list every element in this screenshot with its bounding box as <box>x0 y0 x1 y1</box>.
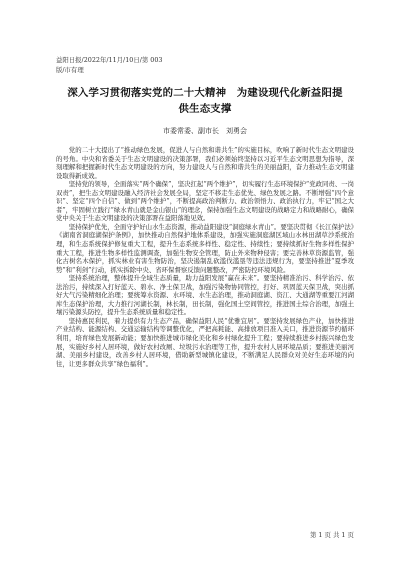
page-number: 第 1 页 共 1 页 <box>310 531 354 539</box>
article-title-line-1: 深入学习贯彻落实党的二十大精神 为建设现代化新益阳提 <box>67 87 343 99</box>
paragraph: 坚持党的领导，全面落实“两个确保”，坚决扛起“两个维护”，切实履行生态环境保护“党政同责、一岗双责”，把生态文明建设融入经济社会发展全局，坚定不移走生态优先、绿色发展之路。不断增强“四个意识”、坚定“四个自信”、做到“两个维护”，不断提高政治判断力、政治领悟力、政治执行力，牢记“国之大者”，牢固树立践行“绿水青山就是金山银山”的理念，保持加强生态文明建设的战略定力和战略耐心，确保党中央关于生态文明建设的决策部署在益阳落地见效。 <box>56 180 354 223</box>
document-meta <box>56 56 163 75</box>
paragraph: 坚持惠民利民，着力提供有力生态产品，确保益阳人民“优雅宜居”。要坚持发展绿色产业，加快推进产业结构、能源结构、交通运输结构等调整优化，严把高耗能、高排放项目准入关口，推进资源节约循环利用，培育绿色发展新动能；要加快推进城市绿化美化和乡村绿化提升工程；要持续推进乡村振兴绿色发展，实施好乡村人居环境，做好农村改厕、垃圾污水治理等工作，提升农村人居环境品质；要推进美丽河湖、美丽乡村建设，改善乡村人居环境，借助新型城镇化建设，不断满足人民群众对美好生态环境的向往，让更多群众共享“绿色福利”。 <box>56 316 354 368</box>
paragraph: 坚持系统治理，整体提升全域生态质量，助力益阳发展“赢在未来”。要坚持精准治污、科学治污、依法治污，持续深入打好蓝天、碧水、净土保卫战，加强污染物协同管控，打好、巩固蓝天保卫战，突出抓好大气污染精细化治理；要统筹水资源、水环境、水生态治理，推动洞庭湖、资江、大通湖等重要江河湖库生态保护治理，大力推行河湖长制，林长制，田长制，强化国土空间管控，推进国土综合治理，加强土壤污染源头防控，提升生态系统质量和稳定性。 <box>56 274 354 317</box>
paragraph: 坚持保护优先，全面守护好山水生态资源，推动益阳建设“洞庭绿水青山”。要坚决贯彻《长江保护法》《湖南省洞庭湖保护条例》，加快推动自然保护地体系建设，加强实施洞庭湖区域山水林田湖草沙系统治理，和生态系统保护修复重大工程，提升生态系统多样性、稳定性、持续性；要持续抓好生物多样性保护重大工程，推进生物多样性监测调查，加强生物安全管理，防止外来物种侵害；要完善林草资源监管，强化古树名木保护，抓实林业有害生物防治，坚决遏制乱砍滥伐滥垦等违法违规行为，要坚持推进“夏季攻势”和“利剑”行动，抓实拆除中央、省环保督察反馈问题整改，严密防控环境风险。 <box>56 222 354 274</box>
article-title <box>56 85 354 117</box>
meta-section-line: 版/市有理 <box>56 65 84 74</box>
article-author: 市委常委、副市长 刘勇会 <box>163 127 247 135</box>
article-body <box>56 146 354 368</box>
meta-source-line: 益阳日报/2022年/11月/10日/第 003 <box>56 56 163 64</box>
article-title-line-2: 供生态支撑 <box>178 103 232 115</box>
paragraph: 党的二十大提出了“推动绿色发展，促进人与自然和谐共生”的实施目标，吹响了新时代生态文明建设的号角。中央和省委关于生态文明建设的决策部署，我们必须始终坚持以习近平生态文明思想为指导，深刻理解和把握新时代生态文明建设的方向，努力建设人与自然和谐共生的美丽益阳，奋力推动生态文明建设取得新成效。 <box>56 146 354 180</box>
